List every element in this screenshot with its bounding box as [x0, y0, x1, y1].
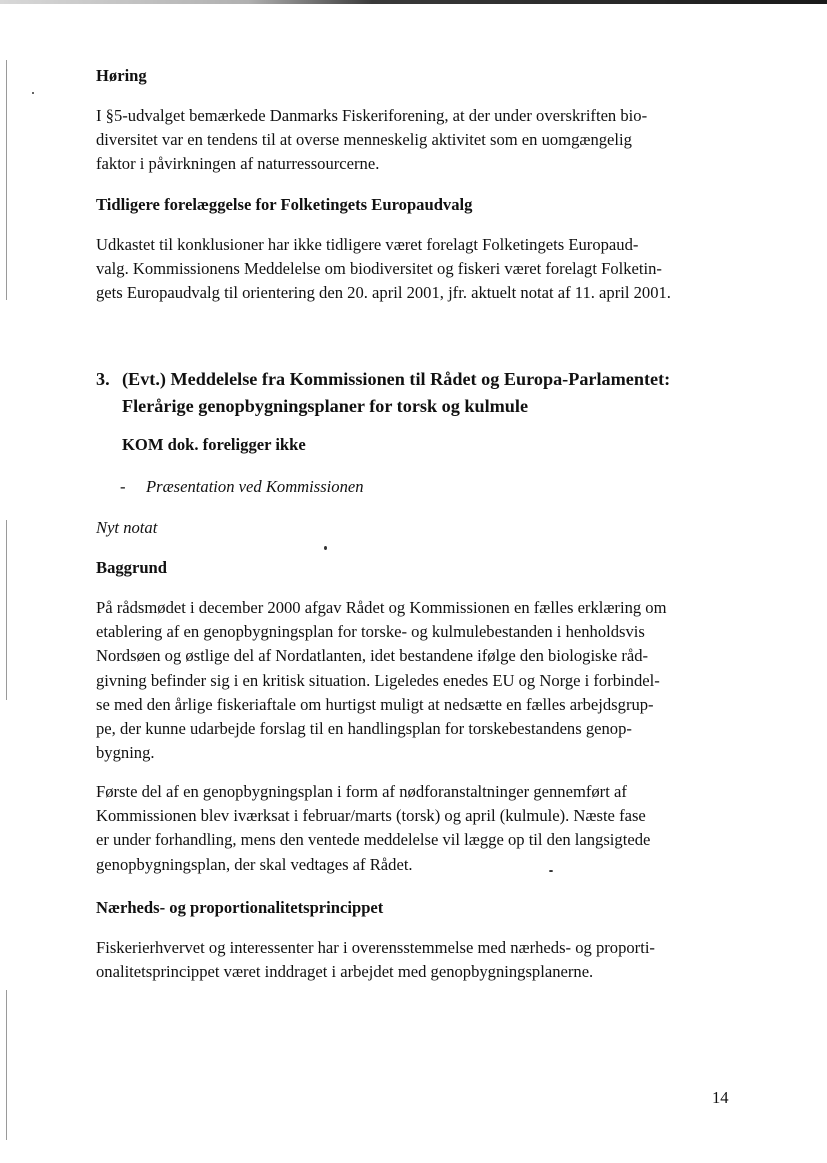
scan-top-rule: [0, 0, 827, 4]
text-line: Første del af en genopbygningsplan i form af nødforanstaltninger gennemført af: [96, 782, 627, 801]
text-line: etablering af en genopbygningsplan for torske- og kulmulebestanden i henholdsvis: [96, 622, 645, 642]
text-line: valg. Kommissionens Meddelelse om biodiversitet og fiskeri været forelagt Folketin-: [96, 259, 662, 279]
horing-heading: Høring: [96, 66, 147, 85]
naerhed-paragraph: [96, 936, 736, 984]
text-line: genopbygningsplan, der skal vedtages af Rådet.: [96, 854, 413, 874]
item-number: 3.: [96, 369, 110, 389]
baggrund-paragraph-2: [96, 780, 736, 877]
item-title-line: (Evt.) Meddelelse fra Kommissionen til Rådet og Europa-Parlamentet:: [122, 369, 671, 389]
page-number: 14: [712, 1088, 729, 1107]
baggrund-paragraph-1: [96, 596, 736, 765]
text-line: Nordsøen og østlige del af Nordatlanten, idet bestandene ifølge den biologiske råd-: [96, 646, 649, 666]
baggrund-heading: Baggrund: [96, 558, 168, 577]
bullet-dash: -: [120, 477, 126, 496]
text-line: Udkastet til konklusioner har ikke tidligere været forelagt Folketingets Europaud-: [96, 235, 639, 254]
text-line: se med den årlige fiskeriaftale om hurtigst muligt at nedsætte en fælles arbejdsgrup-: [96, 694, 654, 714]
horing-paragraph: [96, 104, 736, 177]
item-title: [122, 366, 762, 420]
text-line: givning befinder sig i en kritisk situation. Ligeledes enedes EU og Norge i forbindel-: [96, 670, 660, 690]
europaudvalg-heading: Tidligere forelæggelse for Folketingets Europaudvalg: [96, 195, 473, 214]
text-line: På rådsmødet i december 2000 afgav Rådet og Kommissionen en fælles erklæring om: [96, 598, 667, 617]
text-line: bygning.: [96, 743, 155, 763]
bullet-item: Præsentation ved Kommissionen: [146, 477, 364, 496]
scan-edge-line: [6, 990, 7, 1140]
europaudvalg-paragraph: [96, 233, 736, 306]
text-line: faktor i påvirkningen af naturressourcerne.: [96, 154, 380, 174]
text-line: onalitetsprincippet været inddraget i arbejdet med genopbygningsplanerne.: [96, 962, 594, 982]
naerhed-heading: Nærheds- og proportionalitetsprincippet: [96, 898, 384, 917]
text-line: Fiskerierhvervet og interessenter har i overensstemmelse med nærheds- og proporti-: [96, 938, 655, 957]
text-line: gets Europaudvalg til orientering den 20. april 2001, jfr. aktuelt notat af 11. april 2001.: [96, 283, 671, 303]
text-line: er under forhandling, mens den ventede meddelelse vil lægge op til den langsigtede: [96, 830, 651, 850]
note-label: Nyt notat: [96, 518, 158, 537]
kom-status: KOM dok. foreligger ikke: [122, 435, 306, 454]
scan-speck: [32, 92, 34, 94]
text-line: diversitet var en tendens til at overse menneskelig aktivitet som en uomgængelig: [96, 130, 632, 150]
scan-speck: [324, 546, 327, 550]
text-line: pe, der kunne udarbejde forslag til en handlingsplan for torskebestandens genop-: [96, 719, 632, 739]
item-title-line: Flerårige genopbygningsplaner for torsk og kulmule: [122, 396, 529, 416]
text-line: I §5-udvalget bemærkede Danmarks Fiskeriforening, at der under overskriften bio-: [96, 106, 648, 125]
scan-edge-line: [6, 60, 7, 300]
text-line: Kommissionen blev iværksat i februar/marts (torsk) og april (kulmule). Næste fase: [96, 806, 646, 826]
scan-edge-line: [6, 520, 7, 700]
